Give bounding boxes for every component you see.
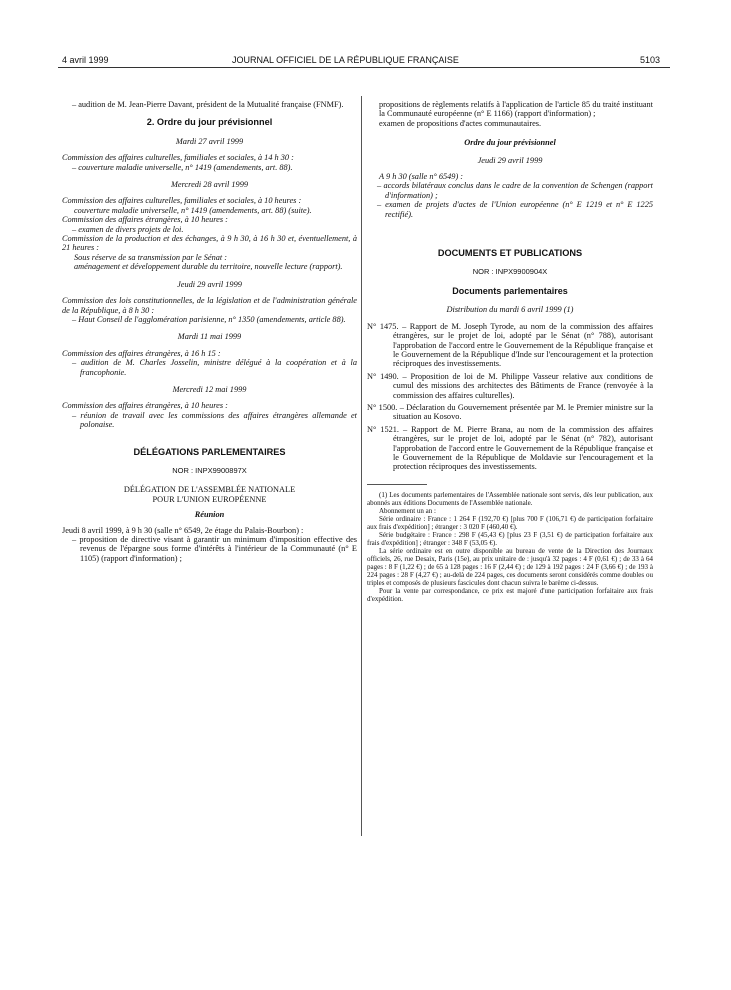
docs-title: DOCUMENTS ET PUBLICATIONS [437, 248, 583, 259]
footnote-line: Pour la vente par correspondance, ce prix est majoré d'une participation forfaitaire aux frais d'expédition. [367, 586, 653, 603]
agenda-item: – audition de M. Charles Josselin, ministre délégué à la coopération et à la francophonie. [72, 358, 357, 377]
agenda-item: – proposition de directive visant à garantir un minimum d'imposition effective des revenus de l'épargne sous forme d'intérêts à l'intérieur de la Communauté (n° E 1105) (rapport d'information) ; [72, 535, 357, 563]
day-date: Mardi 27 avril 1999 [175, 136, 244, 146]
nor-reference: NOR : INPX9900904X [472, 267, 548, 277]
agenda-item: couverture maladie universelle, n° 1419 (amendements, art. 88) (suite). [74, 205, 312, 215]
commission-line: Commission des affaires culturelles, familiales et sociales, à 10 heures : [62, 196, 302, 206]
odj-title: Ordre du jour prévisionnel [464, 138, 556, 148]
document-entry: N° 1521. – Rapport de M. Pierre Brana, au nom de la commission des affaires étrangères, sur le projet de loi, adopté par le Sénat (n° 782), autorisant l'approbation de l'accord entre le Gouvernement de la République française et le Gouvernement de la République de Moldavie sur l'encouragement et la protection réciproques des investissements. [367, 424, 653, 472]
day-date: Jeudi 29 avril 1999 [177, 279, 242, 289]
commission-line: Commission des lois constitutionnelles, de la législation et de l'administration générale de la République, à 8 h 30 : [62, 296, 357, 315]
nor-reference: NOR : INPX9900897X [172, 465, 247, 475]
commission-line: Commission des affaires étrangères, à 10 heures : [62, 215, 228, 225]
header-date: 4 avril 1999 [62, 55, 109, 65]
delegations-title: DÉLÉGATIONS PARLEMENTAIRES [133, 446, 286, 457]
commission-line: Commission des affaires étrangères, à 10 heures : [62, 401, 228, 411]
delegation-name: POUR L'UNION EUROPÉENNE [152, 494, 267, 504]
agenda-item: aménagement et développement durable du territoire, nouvelle lecture (rapport). [74, 262, 343, 272]
day-date: Jeudi 29 avril 1999 [477, 155, 543, 165]
header-journal-title: JOURNAL OFFICIEL DE LA RÉPUBLIQUE FRANÇAISE [232, 55, 459, 65]
agenda-item: examen de propositions d'actes communautaires. [379, 118, 542, 128]
footnote-line: (1) Les documents parlementaires de l'Assemblée nationale sont servis, dès leur publication, aux abonnés aux éditions Documents de l'Assemblée nationale. [367, 490, 653, 507]
day-date: Mercredi 12 mai 1999 [172, 384, 247, 394]
document-entry: N° 1490. – Proposition de loi de M. Philippe Vasseur relative aux conditions de cumul des missions des architectes des Bâtiments de France (renvoyée à la commission des affaires culturelles). [367, 371, 653, 400]
footnote-rule [367, 484, 427, 485]
footnotes [367, 491, 653, 603]
agenda-item: – accords bilatéraux conclus dans le cadre de la convention de Schengen (rapport d'information) ; [377, 181, 653, 200]
commission-line: Commission des affaires étrangères, à 16 h 15 : [62, 348, 221, 358]
document-entry: N° 1500. – Déclaration du Gouvernement présentée par M. le Premier ministre sur la situation au Kosovo. [367, 402, 653, 422]
meeting-line: Jeudi 8 avril 1999, à 9 h 30 (salle n° 6549, 2e étage du Palais-Bourbon) : [62, 525, 304, 535]
odj-time: A 9 h 30 (salle n° 6549) : [379, 172, 464, 182]
agenda-item: Sous réserve de sa transmission par le Sénat : [74, 252, 228, 262]
section-title: 2. Ordre du jour prévisionnel [146, 117, 273, 128]
left-column [62, 100, 357, 563]
agenda-item: propositions de règlements relatifs à l'application de l'article 85 du traité instituant la Communauté européenne (n° E 1166) (rapport d'information) ; [379, 100, 653, 119]
day-date: Mercredi 28 avril 1999 [170, 180, 249, 190]
column-divider [361, 96, 362, 836]
footnote-line: Série ordinaire : France : 1 264 F (192,70 €) [plus 700 F (106,71 €) de participation forfaitaire aux frais d'expédition] ; étranger : 3 020 F (460,40 €). [367, 514, 653, 531]
distribution-date: Distribution du mardi 6 avril 1999 (1) [446, 305, 574, 315]
header-rule [58, 67, 670, 68]
intro-item: – audition de M. Jean-Pierre Davant, président de la Mutualité française (FNMF). [72, 100, 344, 109]
right-column [367, 100, 653, 603]
day-date: Mardi 11 mai 1999 [177, 332, 242, 342]
reunion-heading: Réunion [194, 510, 225, 520]
agenda-item: – examen de projets d'actes de l'Union européenne (n° E 1219 et n° E 1225 rectifié). [377, 200, 653, 219]
delegation-name: DÉLÉGATION DE L'ASSEMBLÉE NATIONALE [123, 485, 296, 495]
commission-line: Commission des affaires culturelles, familiales et sociales, à 14 h 30 : [62, 153, 294, 163]
document-list [367, 322, 653, 472]
footnote-line: Série budgétaire : France : 298 F (45,43 €) [plus 23 F (3,51 €) de participation forfaitaire aux frais d'expédition] ; étranger : 348 F (53,05 €). [367, 530, 653, 547]
document-entry: N° 1475. – Rapport de M. Joseph Tyrode, au nom de la commission des affaires étrangères, sur le projet de loi, adopté par le Sénat (n° 788), autorisant l'approbation de l'accord entre le Gouvernement de la République française et le Gouvernement de la République d'Inde sur l'encouragement et la protection réciproques des investissements. [367, 321, 653, 369]
docs-subtitle: Documents parlementaires [452, 285, 568, 296]
footnote-line: Abonnement un an : [379, 506, 436, 515]
agenda-item: – couverture maladie universelle, n° 1419 (amendements, art. 88). [72, 162, 293, 172]
agenda-item: – Haut Conseil de l'agglomération parisienne, n° 1350 (amendements, article 88). [72, 314, 346, 324]
footnote-line: La série ordinaire est en outre disponible au bureau de vente de la Direction des Journaux officiels, 26, rue Desaix, Paris (15e), au prix unitaire de : jusqu'à 32 pages : 4 F (0,61 €) ; de 33 à 64 pages : 8 F (1,22 €) ; de 65 à 128 pages : 16 F (2,44 €) ; de 129 à 192 pages : 24 F (3,66 €) ; de 193 à 224 pages : 28 F (4,27 €) ; au-delà de 224 pages, ces documents seront considérés comme doubles ou triples et composés de plusieurs fascicules dont chacun suivra le barème ci-dessus. [367, 546, 653, 587]
commission-line: Commission de la production et des échanges, à 9 h 30, à 16 h 30 et, éventuellement, à 21 heures : [62, 234, 357, 253]
agenda-item: – examen de divers projets de loi. [72, 224, 184, 234]
agenda-item: – réunion de travail avec les commissions des affaires étrangères allemande et polonaise. [72, 410, 357, 430]
header-page-number: 5103 [640, 55, 661, 65]
